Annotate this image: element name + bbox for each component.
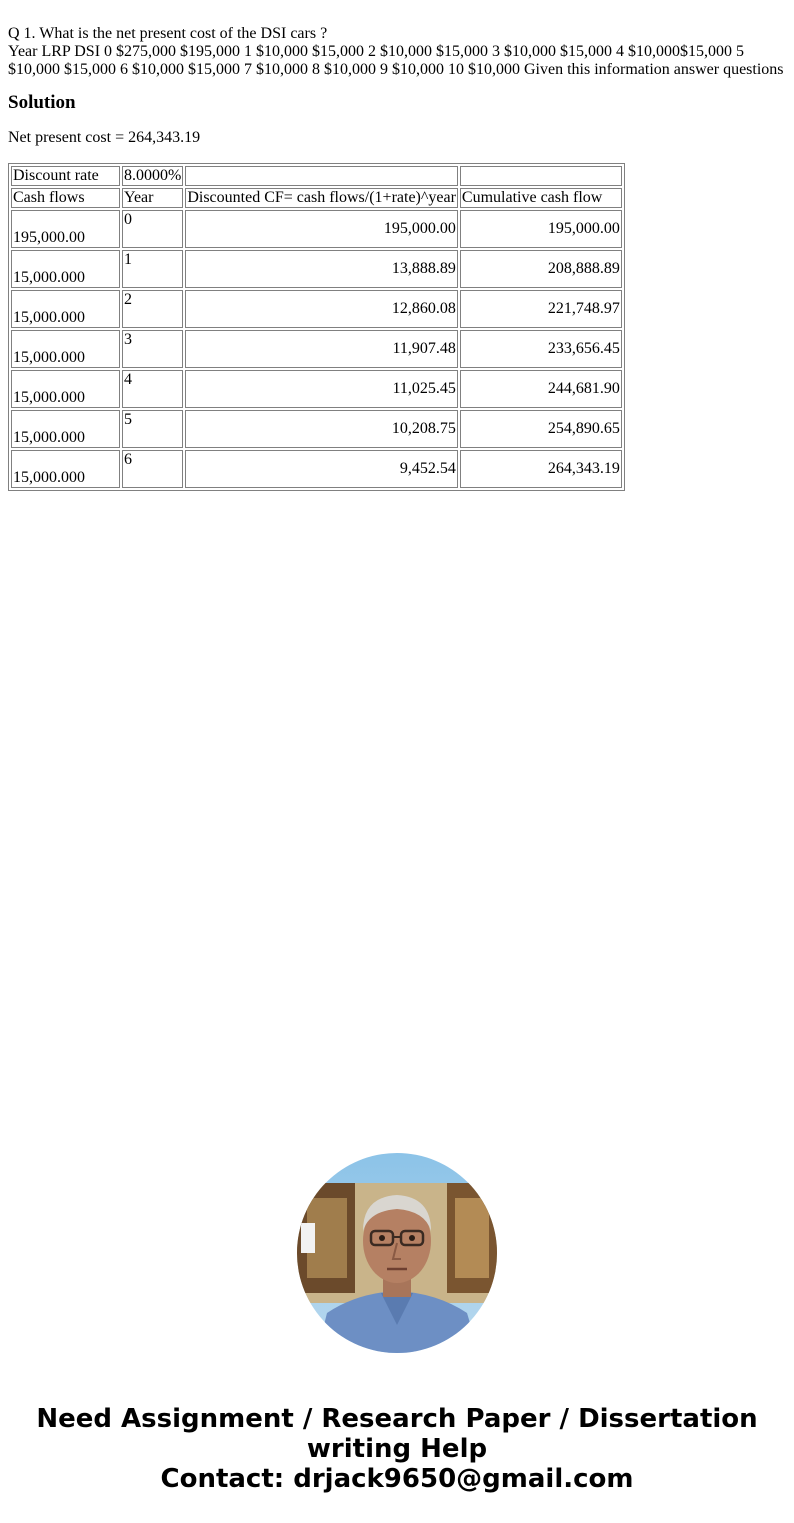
cumulative-cell: 254,890.65 (460, 410, 622, 448)
solution-heading: Solution (8, 92, 76, 113)
year-cell: 6 (122, 450, 183, 488)
answer-text: Net present cost = 264,343.19 (8, 129, 201, 146)
question-line-2: Year LRP DSI 0 $275,000 $195,000 1 $10,000 $15,000 2 $10,000 $15,000 3 $10,000 $15,000 4 $10,000$15,000 5 $10,000 $15,000 6 $10,000 $15,000 7 $10,000 8 $10,000 9 $10,000 10 $10,000 Given this information answer questions (8, 43, 784, 78)
header-year: Year (122, 188, 183, 208)
header-discounted-cf: Discounted CF= cash flows/(1+rate)^year (187, 189, 456, 206)
discount-label: Discount rate (11, 166, 120, 186)
year-cell: 0 (122, 210, 183, 248)
cash-flow-cell: 15,000.000 (11, 330, 120, 368)
table-row (11, 370, 622, 408)
table-row (11, 450, 622, 488)
table-row (11, 250, 622, 288)
promo-line-1: Need Assignment / Research Paper / Dissertation (36, 1404, 758, 1434)
cumulative-cell: 264,343.19 (460, 450, 622, 488)
header-cash-flows: Cash flows (11, 188, 120, 208)
cash-flow-cell: 195,000.00 (11, 210, 120, 248)
question-line-1: Q 1. What is the net present cost of the DSI cars ? (8, 25, 328, 42)
year-cell: 2 (122, 290, 183, 328)
discounted-cell: 10,208.75 (185, 410, 458, 448)
empty-cell (460, 166, 622, 186)
cash-flow-cell: 15,000.000 (11, 370, 120, 408)
question-text (8, 25, 788, 79)
discounted-cell: 12,860.08 (185, 290, 458, 328)
promo-banner (0, 1404, 794, 1494)
cash-flow-cell: 15,000.000 (11, 410, 120, 448)
year-cell: 3 (122, 330, 183, 368)
table-row (11, 410, 622, 448)
cumulative-cell: 244,681.90 (460, 370, 622, 408)
cumulative-cell: 233,656.45 (460, 330, 622, 368)
discounted-cell: 195,000.00 (185, 210, 458, 248)
promo-line-2: writing Help (306, 1434, 488, 1464)
discounted-cell: 13,888.89 (185, 250, 458, 288)
cash-flow-table (8, 163, 625, 491)
year-cell: 4 (122, 370, 183, 408)
discounted-cell: 11,907.48 (185, 330, 458, 368)
cumulative-cell: 221,748.97 (460, 290, 622, 328)
header-row (11, 188, 622, 208)
discount-row (11, 166, 622, 186)
table-row (11, 330, 622, 368)
table-row (11, 210, 622, 248)
cash-flow-cell: 15,000.000 (11, 450, 120, 488)
discounted-cell: 9,452.54 (185, 450, 458, 488)
table-row (11, 290, 622, 328)
cash-flow-cell: 15,000.000 (11, 290, 120, 328)
cumulative-cell: 208,888.89 (460, 250, 622, 288)
document-body (8, 25, 788, 491)
discount-value: 8.0000% (124, 167, 182, 184)
header-cumulative: Cumulative cash flow (460, 188, 622, 208)
promo-contact: Contact: drjack9650@gmail.com (160, 1464, 634, 1494)
cash-flow-cell: 15,000.000 (11, 250, 120, 288)
year-cell: 5 (122, 410, 183, 448)
discounted-cell: 11,025.45 (185, 370, 458, 408)
year-cell: 1 (122, 250, 183, 288)
person-photo-icon (297, 1153, 497, 1353)
cumulative-cell: 195,000.00 (460, 210, 622, 248)
empty-cell (185, 166, 458, 186)
